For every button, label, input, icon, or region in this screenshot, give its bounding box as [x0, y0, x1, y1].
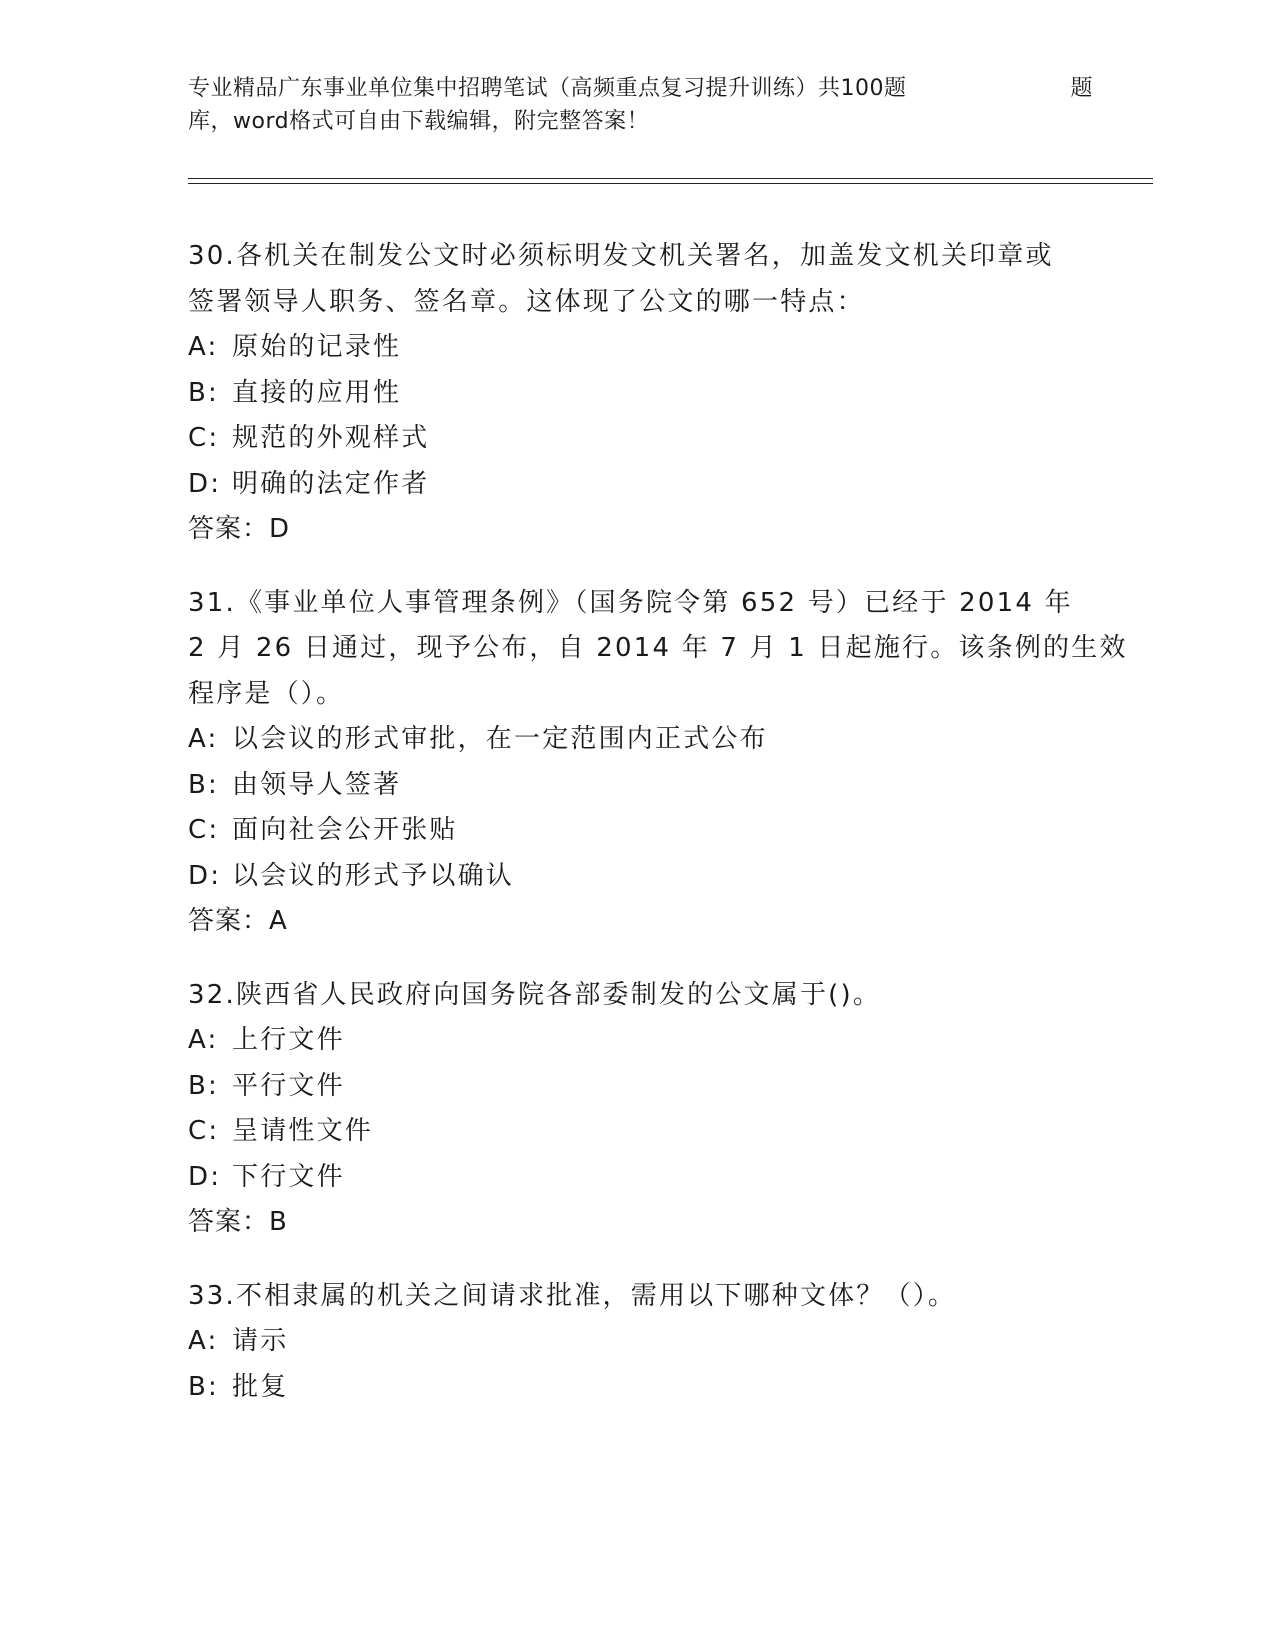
option-d [188, 854, 1088, 900]
question-31 [188, 581, 1128, 945]
question-stem-line: 33.不相隶属的机关之间请求批准，需用以下哪种文体？（）。 [188, 1280, 957, 1311]
option-key: B: [188, 1070, 219, 1101]
option-b [188, 371, 1088, 417]
page-header [188, 72, 1093, 138]
answer-label: 答案：B [188, 1207, 288, 1237]
option-text: 由领导人签著 [232, 769, 402, 800]
option-key: D: [188, 468, 222, 499]
option-key: D: [188, 860, 222, 891]
option-text: 请示 [232, 1326, 289, 1356]
option-key: C: [188, 423, 220, 453]
option-c [188, 416, 1088, 462]
answer-label: 答案：D [188, 514, 291, 544]
question-32 [188, 973, 1088, 1246]
question-stem-line: 32.陕西省人民政府向国务院各部委制发的公文属于()。 [188, 979, 882, 1010]
header-title-text: 专业精品广东事业单位集中招聘笔试（高频重点复习提升训练）共100题 [188, 76, 907, 101]
option-c [188, 1109, 1088, 1155]
header-line-2: 库，word格式可自由下载编辑，附完整答案！ [188, 109, 650, 134]
option-key: D: [188, 1161, 222, 1192]
option-text: 批复 [232, 1371, 289, 1402]
option-a [188, 325, 1088, 371]
option-c [188, 808, 1088, 854]
question-stem-line: 31.《事业单位人事管理条例》（国务院令第 652 号）已经于 2014 年 [188, 587, 1073, 618]
option-text: 以会议的形式予以确认 [232, 860, 515, 891]
option-text: 上行文件 [232, 1025, 345, 1055]
question-list [188, 234, 1128, 1438]
option-key: A: [188, 1025, 219, 1055]
option-text: 面向社会公开张贴 [232, 815, 458, 845]
option-text: 原始的记录性 [232, 332, 402, 362]
question-stem-line: 签署领导人职务、签名章。这体现了公文的哪一特点： [188, 286, 865, 317]
option-key: C: [188, 1116, 220, 1146]
option-key: A: [188, 724, 219, 754]
option-text: 直接的应用性 [232, 377, 402, 408]
option-text: 规范的外观样式 [232, 423, 430, 453]
option-b [188, 763, 1088, 809]
question-stem-line: 30.各机关在制发公文时必须标明发文机关署名，加盖发文机关印章或 [188, 241, 1054, 271]
option-key: A: [188, 332, 219, 362]
option-key: C: [188, 815, 220, 845]
header-divider [188, 178, 1153, 184]
option-a [188, 1018, 1088, 1064]
question-30 [188, 234, 1088, 553]
option-key: B: [188, 377, 219, 408]
header-title-tail: 题 [1070, 76, 1093, 101]
option-text: 下行文件 [232, 1161, 345, 1192]
option-d [188, 462, 1088, 508]
option-text: 以会议的形式审批，在一定范围内正式公布 [232, 724, 768, 754]
option-text: 明确的法定作者 [232, 468, 430, 499]
answer-label: 答案：A [188, 906, 288, 936]
option-key: B: [188, 769, 219, 800]
option-key: A: [188, 1326, 219, 1356]
question-33 [188, 1274, 1088, 1411]
question-stem-line: 2 月 26 日通过，现予公布，自 2014 年 7 月 1 日起施行。该条例的生效 [188, 633, 1128, 663]
option-text: 平行文件 [232, 1070, 345, 1101]
option-text: 呈请性文件 [232, 1116, 374, 1146]
option-b [188, 1064, 1088, 1110]
option-a [188, 1319, 1088, 1365]
option-a [188, 717, 1088, 763]
header-line-1 [188, 72, 1093, 105]
option-b [188, 1365, 1088, 1411]
option-key: B: [188, 1371, 219, 1402]
option-d [188, 1155, 1088, 1201]
question-stem-line: 程序是（）。 [188, 678, 345, 709]
